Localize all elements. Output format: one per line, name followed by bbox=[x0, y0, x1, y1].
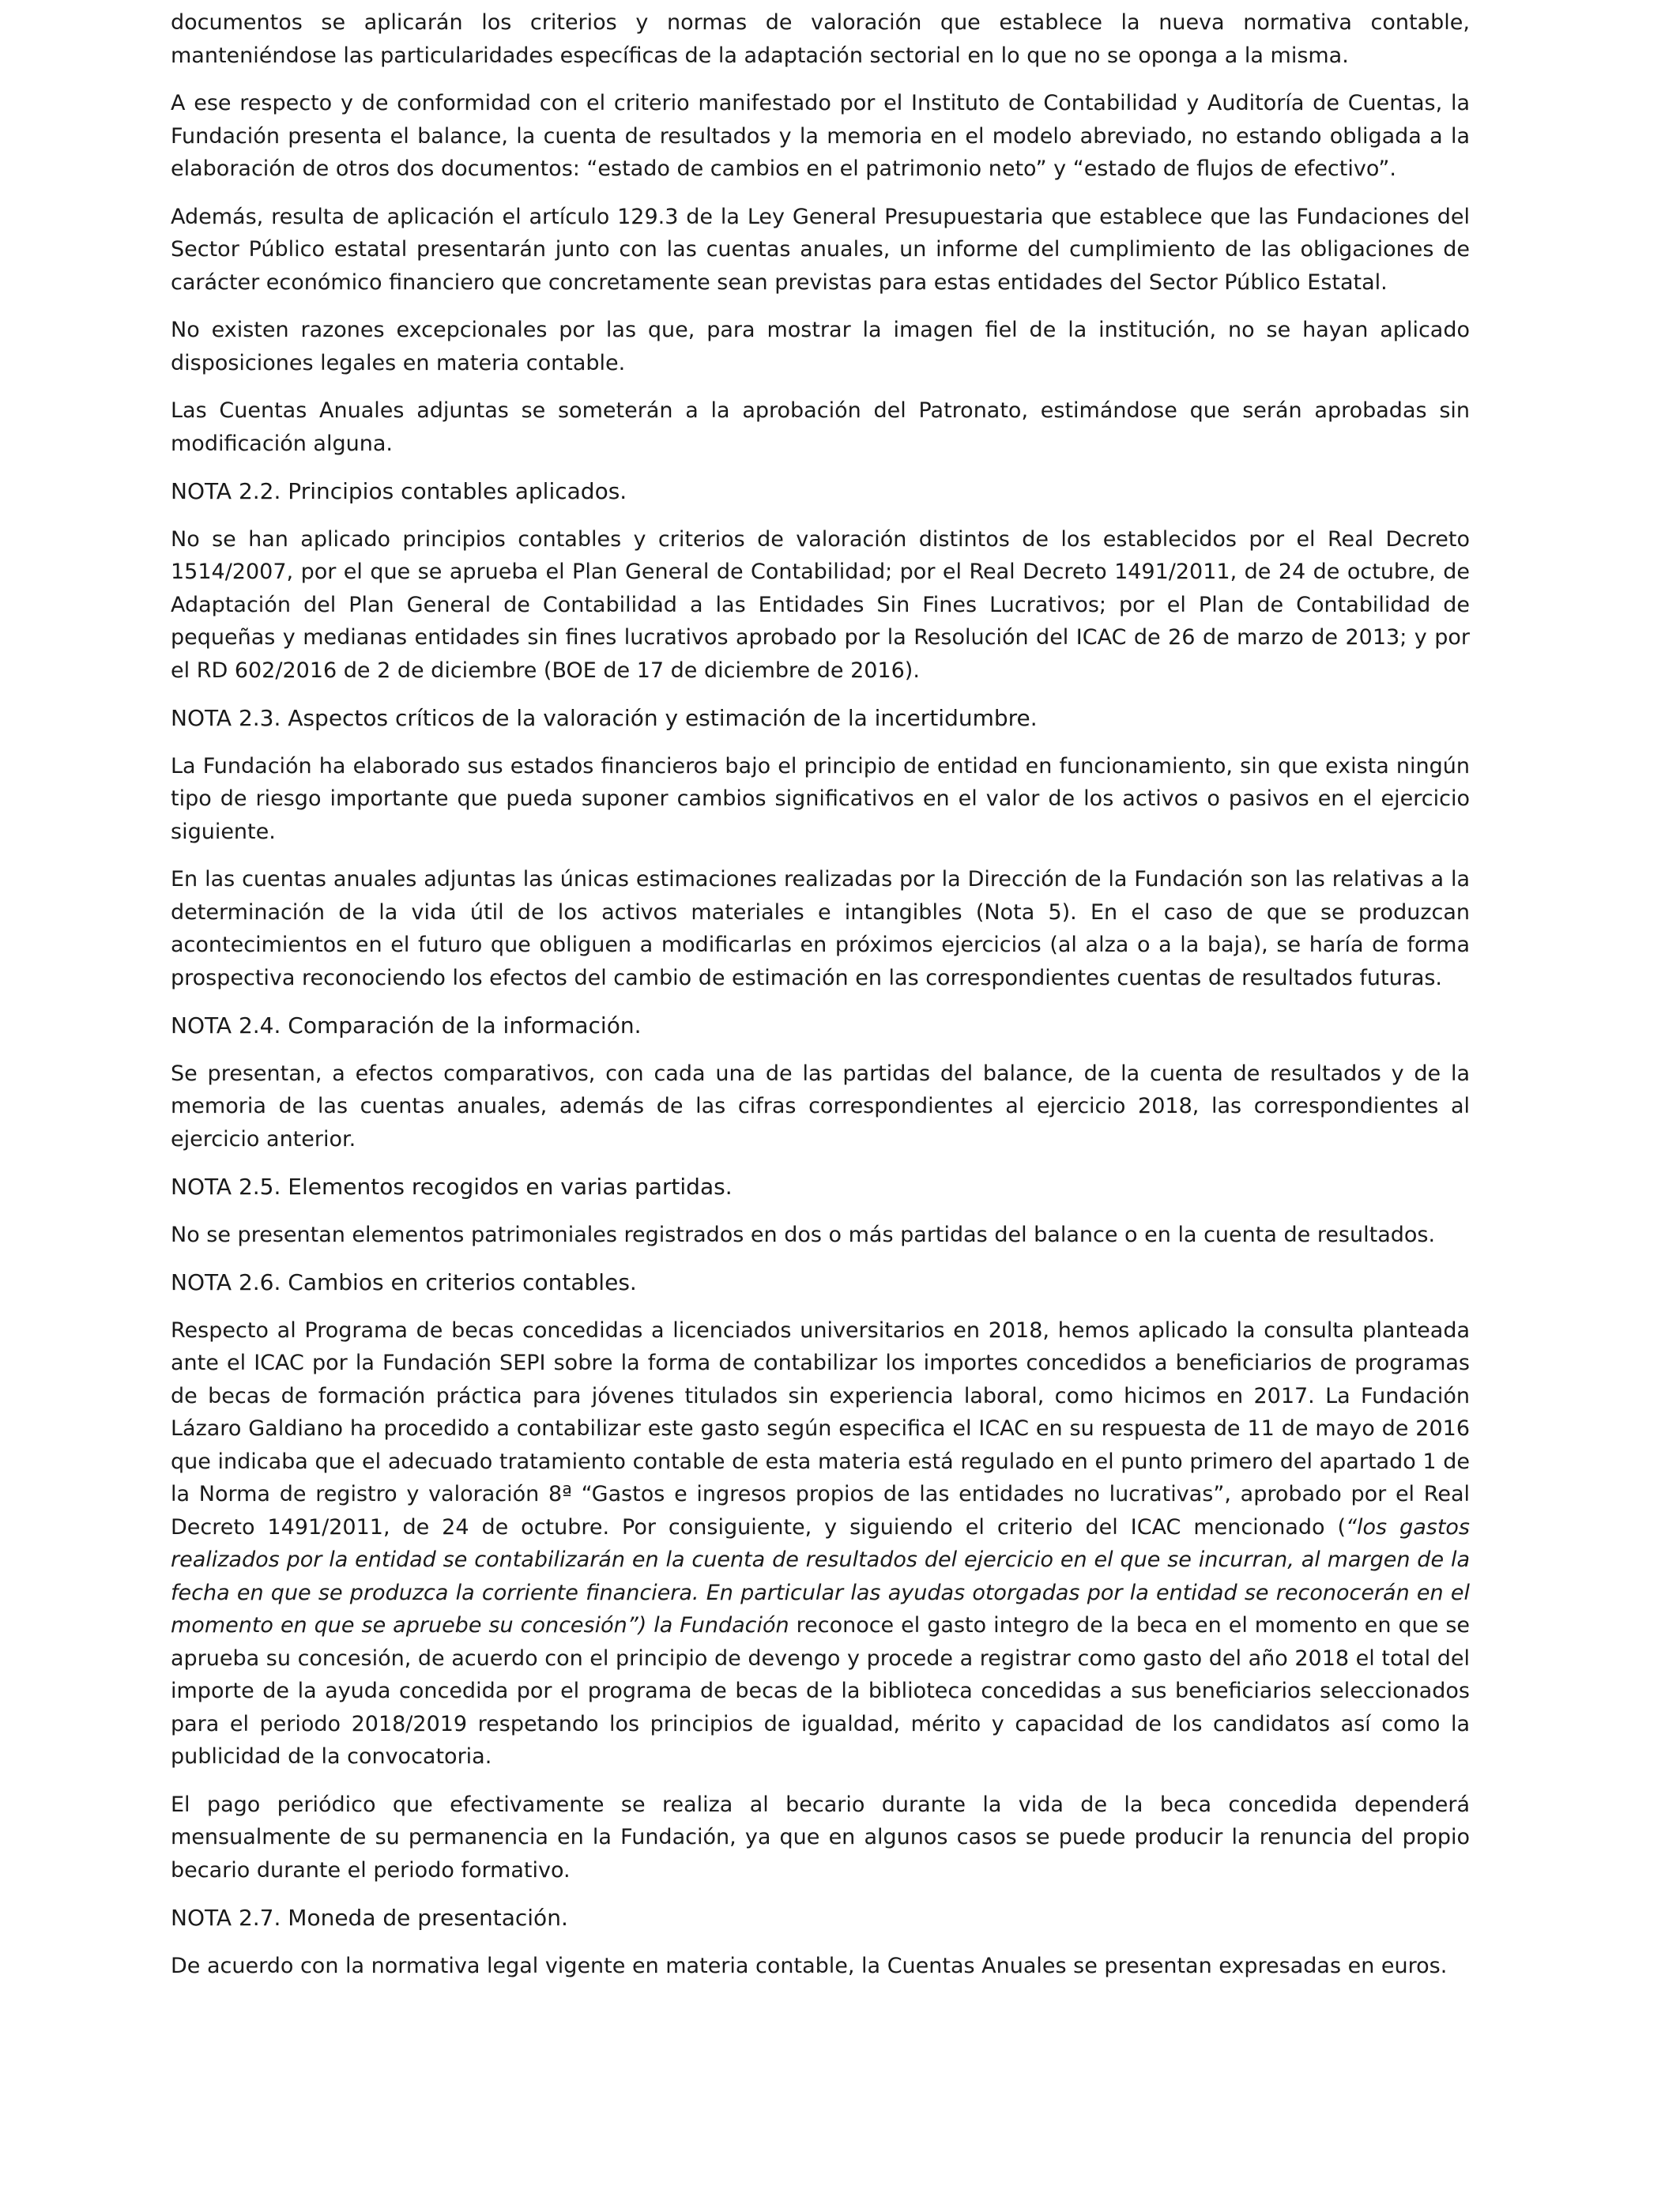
nota-2-3-paragraph-1: La Fundación ha elaborado sus estados financieros bajo el principio de entidad en funcionamiento, sin que exista ningún tipo de riesgo importante que pueda suponer cambios significativos en el valor de los activos o pasivos en el ejercicio siguiente. bbox=[171, 753, 1470, 844]
nota-2-7-heading: NOTA 2.7. Moneda de presentación. bbox=[171, 1905, 568, 1931]
nota-2-7-paragraph: De acuerdo con la normativa legal vigente en materia contable, la Cuentas Anuales se presentan expresadas en euros. bbox=[171, 1953, 1448, 1978]
nota-2-3-heading: NOTA 2.3. Aspectos críticos de la valoración y estimación de la incertidumbre. bbox=[171, 705, 1038, 731]
nota-2-6-paragraph-1 bbox=[171, 1314, 1470, 1774]
intro-paragraph-2: A ese respecto y de conformidad con el criterio manifestado por el Instituto de Contabilidad y Auditoría de Cuentas, la Fundación presenta el balance, la cuenta de resultados y la memoria en el modelo abreviado, no estando obligada a la elaboración de otros dos documentos: “estado de cambios en el patrimonio neto” y “estado de flujos de efectivo”. bbox=[171, 91, 1470, 181]
nota-2-6-italic-quote: “los gastos realizados por la entidad se contabilizarán en la cuenta de resultados del ejercicio en el que se incurran, al margen de la fecha en que se produzca la corriente financiera. En particular las ayudas otorgadas por la entidad se reconocerán en el momento en que se apruebe su concesión”) la Fundación bbox=[171, 1514, 1470, 1638]
nota-2-6-text-end: reconoce el gasto integro de la beca en el momento en que se aprueba su concesión, de acuerdo con el principio de devengo y procede a registrar como gasto del año 2018 el total del importe de la ayuda concedida por el programa de becas de la biblioteca concedidas a sus beneficiarios seleccionados para el periodo 2018/2019 respetando los principios de igualdad, mérito y capacidad de los candidatos así como la publicidad de la convocatoria. bbox=[171, 1613, 1470, 1769]
nota-2-2-paragraph: No se han aplicado principios contables y criterios de valoración distintos de los establecidos por el Real Decreto 1514/2007, por el que se aprueba el Plan General de Contabilidad; por el Real Decreto 1491/2011, de 24 de octubre, de Adaptación del Plan General de Contabilidad a las Entidades Sin Fines Lucrativos; por el Plan de Contabilidad de pequeñas y medianas entidades sin fines lucrativos aprobado por la Resolución del ICAC de 26 de marzo de 2013; y por el RD 602/2016 de 2 de diciembre (BOE de 17 de diciembre de 2016). bbox=[171, 526, 1470, 683]
intro-paragraph-3: Además, resulta de aplicación el artículo 129.3 de la Ley General Presupuestaria que establece que las Fundaciones del Sector Público estatal presentarán junto con las cuentas anuales, un informe del cumplimiento de las obligaciones de carácter económico financiero que concretamente sean previstas para estas entidades del Sector Público Estatal. bbox=[171, 204, 1470, 295]
nota-2-6-text-start: Respecto al Programa de becas concedidas a licenciados universitarios en 2018, hemos aplicado la consulta planteada ante el ICAC por la Fundación SEPI sobre la forma de contabilizar los importes concedidos a beneficiarios de programas de becas de formación práctica para jóvenes titulados sin experiencia laboral, como hicimos en 2017. La Fundación Lázaro Galdiano ha procedido a contabilizar este gasto según especifica el ICAC en su respuesta de 11 de mayo de 2016 que indicaba que el adecuado tratamiento contable de esta materia está regulado en el punto primero del apartado 1 de la Norma de registro y valoración 8ª “Gastos e ingresos propios de las entidades no lucrativas”, aprobado por el Real Decreto 1491/2011, de 24 de octubre. Por consiguiente, y siguiendo el criterio del ICAC mencionado ( bbox=[171, 1318, 1470, 1540]
nota-2-5-paragraph: No se presentan elementos patrimoniales registrados en dos o más partidas del balance o en la cuenta de resultados. bbox=[171, 1222, 1436, 1247]
nota-2-6-paragraph-2: El pago periódico que efectivamente se realiza al becario durante la vida de la beca concedida dependerá mensualmente de su permanencia en la Fundación, ya que en algunos casos se puede producir la renuncia del propio becario durante el periodo formativo. bbox=[171, 1792, 1470, 1883]
nota-2-3-paragraph-2: En las cuentas anuales adjuntas las únicas estimaciones realizadas por la Dirección de la Fundación son las relativas a la determinación de la vida útil de los activos materiales e intangibles (Nota 5). En el caso de que se produzcan acontecimientos en el futuro que obliguen a modificarlas en próximos ejercicios (al alza o a la baja), se haría de forma prospectiva reconociendo los efectos del cambio de estimación en las correspondientes cuentas de resultados futuras. bbox=[171, 867, 1470, 990]
nota-2-4-heading: NOTA 2.4. Comparación de la información. bbox=[171, 1012, 642, 1039]
nota-2-2-heading: NOTA 2.2. Principios contables aplicados. bbox=[171, 478, 627, 504]
document-page bbox=[171, 6, 1470, 1997]
intro-paragraph-5: Las Cuentas Anuales adjuntas se someterán a la aprobación del Patronato, estimándose que serán aprobadas sin modificación alguna. bbox=[171, 398, 1470, 456]
nota-2-5-heading: NOTA 2.5. Elementos recogidos en varias partidas. bbox=[171, 1174, 733, 1200]
nota-2-6-heading: NOTA 2.6. Cambios en criterios contables. bbox=[171, 1269, 637, 1295]
intro-paragraph-4: No existen razones excepcionales por las que, para mostrar la imagen fiel de la institución, no se hayan aplicado disposiciones legales en materia contable. bbox=[171, 318, 1470, 375]
nota-2-4-paragraph: Se presentan, a efectos comparativos, con cada una de las partidas del balance, de la cuenta de resultados y de la memoria de las cuentas anuales, además de las cifras correspondientes al ejercicio 2018, las correspondientes al ejercicio anterior. bbox=[171, 1061, 1470, 1152]
intro-paragraph-1: documentos se aplicarán los criterios y normas de valoración que establece la nueva normativa contable, manteniéndose las particularidades específicas de la adaptación sectorial en lo que no se oponga a la misma. bbox=[171, 10, 1470, 68]
